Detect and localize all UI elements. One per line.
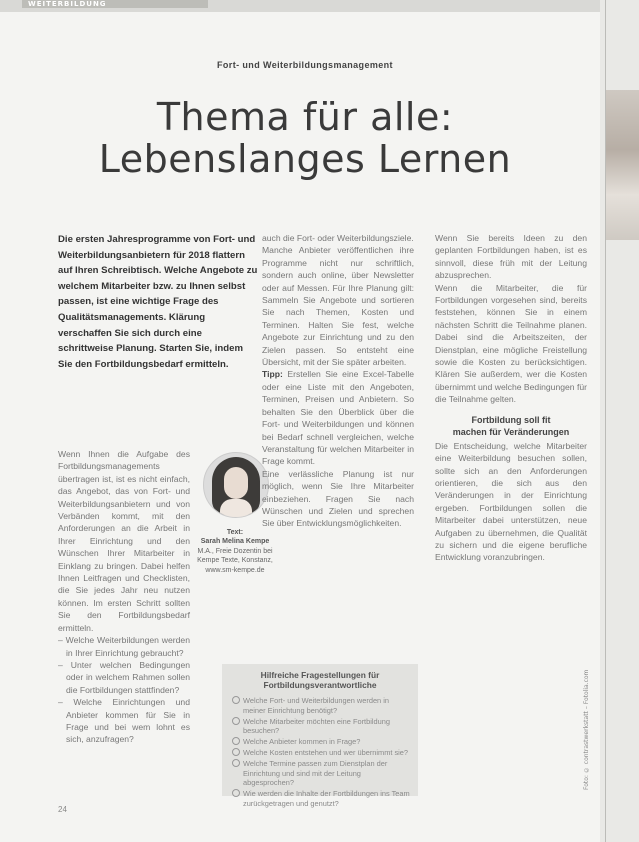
photo-credit: Foto: © contrastwerkstatt – Fotolia.com (583, 669, 590, 790)
page-number: 24 (58, 805, 67, 814)
circle-bullet-icon (232, 717, 240, 725)
section-subheading: Fortbildung soll fit machen für Veränderungen (452, 414, 570, 437)
column-1-paragraph: Wenn Ihnen die Aufgabe des Fortbildungsmanagements übertragen ist, ist es nicht einfach, das Angebot, das von Fort- und Weiterbildungsanbietern und von Verbänden kommt, mit den Anforderungen an die Arbeit in Ihrer Einrichtung und den Wünschen Ihrer Mitarbeiter in Einklang zu bringen. Dabei helfen Ihnen Leitfragen und Checklisten, die Sie jedes Jahr neu nutzen können. Im ersten Schritt sollten Sie den Fortbildungsbedarf ermitteln. (58, 449, 190, 633)
info-box-item: Welche Kosten entstehen und wer übernimmt sie? (232, 748, 410, 758)
author-label: Text: (226, 529, 244, 536)
title-line-2: Lebenslanges Lernen (98, 137, 512, 181)
column-3 (435, 232, 587, 564)
column-3-paragraph: Die Entscheidung, welche Mitarbeiter eine Weiterbildung besuchen sollen, sollte sich an den Anforderungen orientieren, die sich aus den Veränderungen in der Einrichtung ergeben. Fortbildungen sollen die Mitarbeiter dabei unterstützen, neue Aufgaben zu übernehmen, die Qualität zu sichern und die eigene berufliche Entwicklung voranzubringen. (435, 440, 587, 563)
column-3-paragraph: Wenn Sie bereits Ideen zu den geplanten Fortbildungen haben, ist es sinnvoll, diese früh mit der Leitung abzusprechen. (435, 233, 587, 281)
info-box-item: Wie werden die Inhalte der Fortbildungen ins Team zurückgetragen und genutzt? (232, 789, 410, 809)
circle-bullet-icon (232, 748, 240, 756)
lead-paragraph: Die ersten Jahresprogramme von Fort- und Weiterbildungsanbietern für 2018 flattern auf Ihren Schreibtisch. Welche Angebote zu welchem Mitarbeiter bzw. zu Ihnen selbst passen, ist eine wichtige Frage des Qualitätsmanagements. Klärung verschaffen Sie sich durch eine schrittweise Planung. Starten Sie, indem Sie den Fortbildungsbedarf ermitteln. (58, 234, 258, 370)
tipp-label: Tipp: (262, 369, 283, 380)
column-3-paragraph: Wenn die Mitarbeiter, die für Fortbildungen vorgesehen sind, bereits feststehen, können Sie in einem nächsten Schritt die Teilnahme planen. Dabei sind die Arbeitszeiten, der Dienstplan, eine mögliche Freistellung sowie die Kosten zu berücksichtigen. Klären Sie außerdem, wer die Kosten übernimmt und welche Bedingungen für die Teilnahme gelten. (435, 282, 587, 405)
circle-bullet-icon (232, 696, 240, 704)
column-1-bullet: – Welche Einrichtungen und Anbieter kommen für Sie in Frage und bei wem lohnt es sich, anzufragen? (58, 697, 190, 745)
column-1 (58, 448, 190, 746)
author-bio: M.A., Freie Dozentin bei Kempe Texte, Konstanz, www.sm-kempe.de (197, 547, 273, 574)
column-2-paragraph: Manche Anbieter veröffentlichen ihre Programme nicht nur schriftlich, sondern auch online, über Newsletter oder auf Messen. Für Ihre Planung gilt: Sammeln Sie Angebote und sortieren Sie nach Themen, Kosten und Terminen. Halten Sie fest, welche Angebote zur Einrichtung und zu den Zielen passen. So entsteht eine Übersicht, mit der Sie später arbeiten. (262, 245, 414, 368)
column-2-paragraph: Eine verlässliche Planung ist nur möglich, wenn Sie Ihre Mitarbeiter einbeziehen. Fragen Sie nach Wünschen und Zielen und sprechen Sie über Entwicklungsmöglichkeiten. (262, 468, 414, 529)
article-kicker: Fort- und Weiterbildungsmanagement (217, 60, 393, 70)
column-1-bullet: – Welche Weiterbildungen werden in Ihrer Einrichtung gebraucht? (58, 635, 190, 658)
tipp-paragraph: Tipp: Erstellen Sie eine Excel-Tabelle oder eine Liste mit den Angeboten, Terminen, Preisen und Anbietern. So behalten Sie den Überblick über die Fort- und Weiterbildungen und können bei Bedarf schnell vergleichen, welche Veranstaltung für welchen Mitarbeiter in Frage kommt. (262, 369, 415, 467)
circle-bullet-icon (232, 789, 240, 797)
column-2 (262, 232, 414, 530)
column-2-paragraph: auch die Fort- oder Weiterbildungsziele. (262, 233, 414, 243)
info-box-item: Welche Termine passen zum Dienstplan der Einrichtung und sind mit der Leitung abgesprochen? (232, 759, 410, 788)
info-box-heading: Hilfreiche Fragestellungen für Fortbildungsverantwortliche (260, 670, 380, 691)
title-line-1: Thema für alle: (156, 95, 454, 139)
author-box (192, 528, 278, 575)
circle-bullet-icon (232, 759, 240, 767)
info-box-item: Welche Fort- und Weiterbildungen werden in meiner Einrichtung benötigt? (232, 696, 410, 716)
article-title (0, 96, 610, 180)
column-1-bullet: – Unter welchen Bedingungen oder in welchem Rahmen sollen die Fortbildungen stattfinden? (58, 659, 191, 695)
info-box-item: Welche Mitarbeiter möchten eine Fortbildung besuchen? (232, 717, 410, 737)
author-name: Sarah Melina Kempe (200, 538, 270, 546)
top-band (0, 0, 639, 12)
section-label: WEITERBILDUNG (22, 0, 208, 8)
info-box (222, 664, 418, 808)
info-box-item: Welche Anbieter kommen in Frage? (232, 737, 410, 747)
circle-bullet-icon (232, 737, 240, 745)
info-box-list (232, 696, 410, 810)
author-photo (203, 452, 269, 518)
facing-page-photo (606, 90, 639, 240)
